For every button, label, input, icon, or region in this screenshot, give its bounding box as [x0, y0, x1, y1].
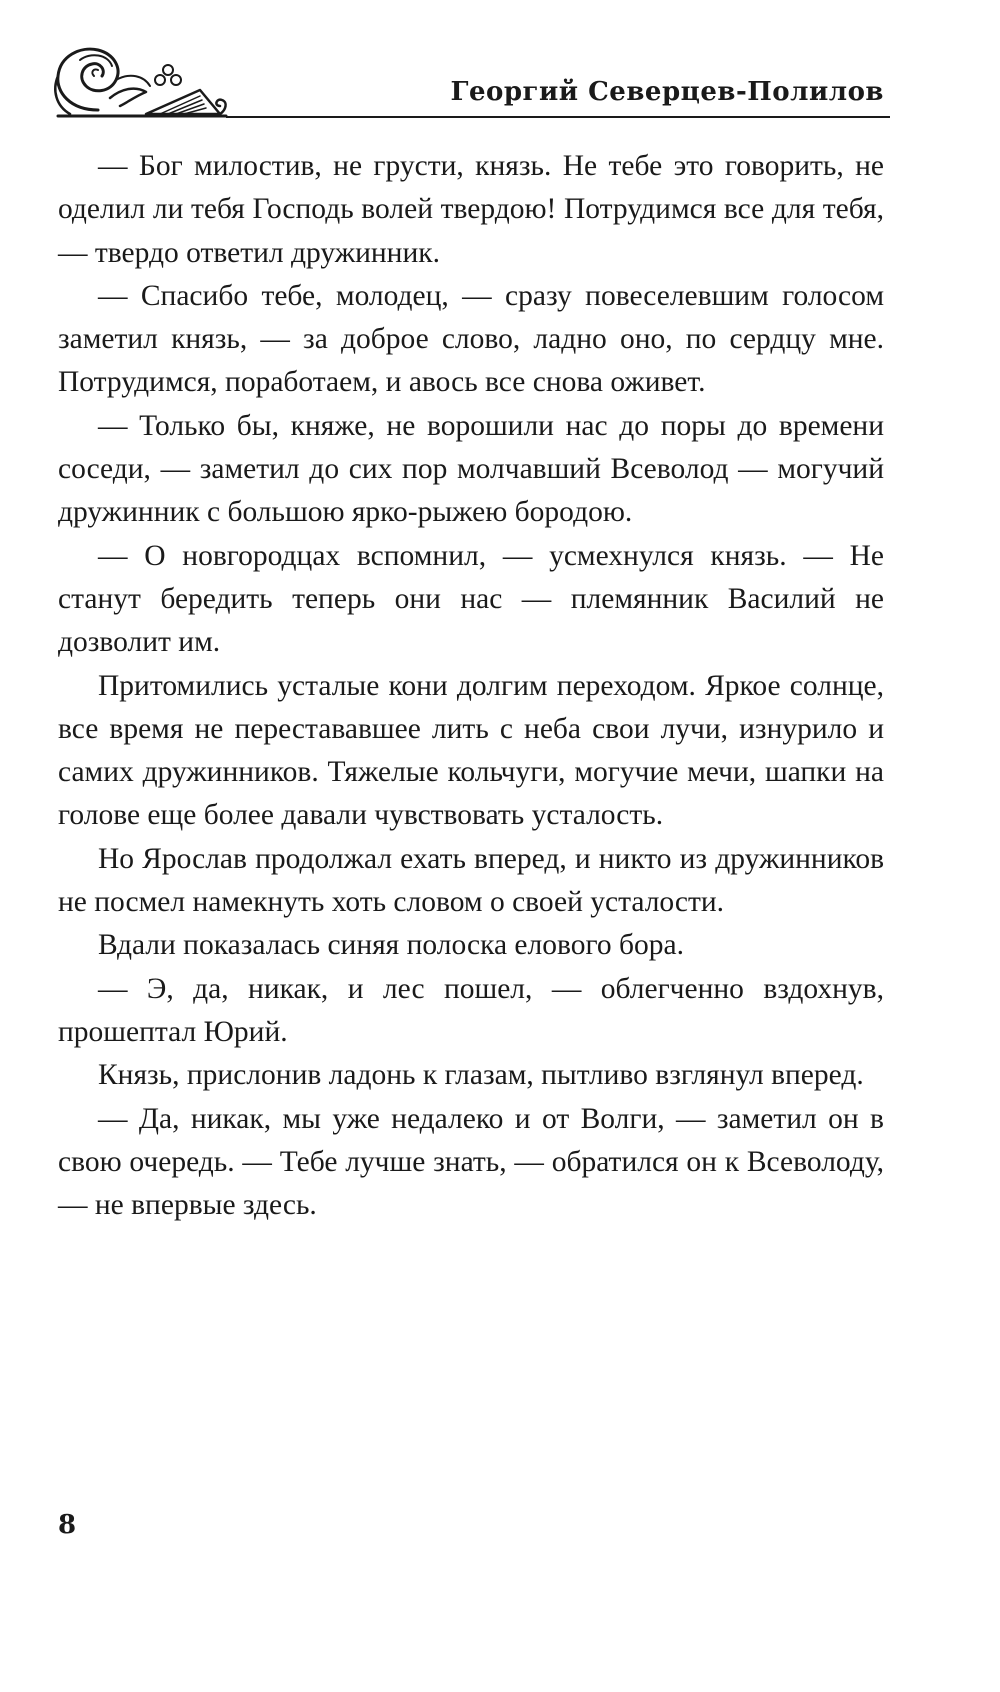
paragraph-6: Но Ярослав продолжал ехать вперед, и никто из дружинников не посмел намекнуть хоть словом о своей усталости. [58, 842, 884, 919]
page-body [58, 145, 884, 1227]
book-author-title: Георгий Северцев-Полилов [450, 77, 884, 107]
paragraph-1: — Бог милостив, не грусти, князь. Не тебе это говорить, не оделил ли тебя Господь волей твердою! Потрудимся все для тебя, — твердо ответил дружинник. [58, 150, 884, 269]
paragraph-2: — Спасибо тебе, молодец, — сразу повеселевшим голосом заметил князь, — за доброе слово, ладно оно, по сердцу мне. Потрудимся, поработаем, и авось все снова оживет. [58, 279, 884, 399]
paragraph-9: Князь, прислонив ладонь к глазам, пытливо взглянул вперед. [98, 1059, 864, 1092]
paragraph-3: — Только бы, княже, не ворошили нас до поры до времени соседи, — заметил до сих пор молчавший Всеволод — могучий дружинник с большою ярко-рыжею бородою. [58, 409, 884, 529]
paragraph-7: Вдали показалась синяя полоска елового бора. [98, 929, 684, 962]
paragraph-5: Притомились усталые кони долгим переходом. Яркое солнце, все время не перестававшее лить с неба свои лучи, изнурило и самих дружинников. Тяжелые кольчуги, могучие мечи, шапки на голове еще более давали чувствовать усталость. [58, 669, 884, 832]
paragraph-4: — О новгородцах вспомнил, — усмехнулся князь. — Не станут бередить теперь они нас — племянник Василий не дозволит им. [58, 539, 884, 659]
page-number: 8 [58, 1510, 77, 1540]
scroll-ornament-icon [50, 40, 240, 120]
header-divider [226, 116, 890, 118]
paragraph-10: — Да, никак, мы уже недалеко и от Волги, — заметил он в свою очередь. — Тебе лучше знать, — обратился он к Всеволоду, — не впервые здесь. [58, 1102, 884, 1222]
running-header [50, 40, 890, 120]
paragraph-8: — Э, да, никак, и лес пошел, — облегченно вздохнув, прошептал Юрий. [58, 972, 884, 1048]
